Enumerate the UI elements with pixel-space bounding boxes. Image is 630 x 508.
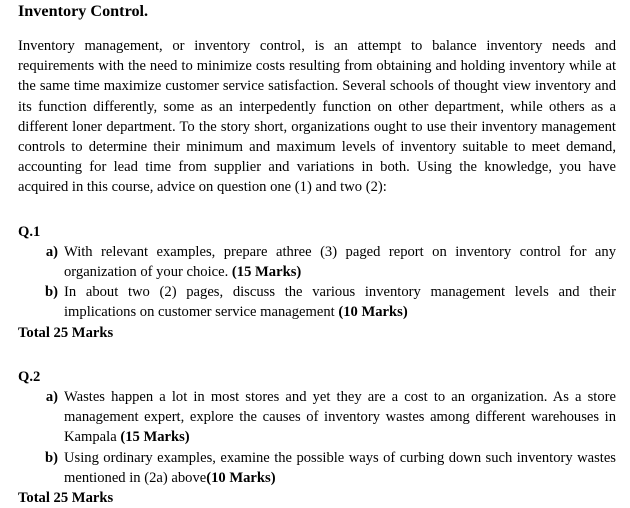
question-2a-text-block: [64, 387, 616, 448]
question-2a-text: Wastes happen a lot in most stores and yet they are a cost to an organization. As a store management expert, explore the causes of inventory wastes among different warehouses in Kampala: [64, 389, 616, 446]
question-2b-text-block: [64, 448, 616, 488]
question-1-list: [18, 242, 616, 323]
question-2b-text: Using ordinary examples, examine the possible ways of curbing down such inventory wastes mentioned in (2a) above: [64, 449, 616, 486]
document-title: Inventory Control.: [18, 2, 149, 20]
question-2a-marker: a): [45, 389, 58, 406]
intro-paragraph: Inventory management, or inventory control, is an attempt to balance inventory needs and requirements with the need to minimize costs resulting from obtaining and holding inventory while at the same time maximize customer service satisfaction. Several schools of thought view inventory and its function differently, some as an interpedently function on other department, while others as a different loner department. To the story short, organizations ought to use their inventory management controls to determine their minimum and maximum levels of inventory suitable to meet demand, accounting for lead time from supplier and variations in both. Using the knowledge, you have acquired in this course, advice on question one (1) and two (2):: [18, 38, 616, 196]
question-1b-text: In about two (2) pages, discuss the various inventory management levels and their implications on customer service management: [64, 284, 616, 321]
question-2-section: [18, 367, 616, 508]
question-1-section: [18, 222, 616, 343]
question-2b-marker: b): [45, 449, 58, 466]
question-1b-marker: b): [45, 284, 58, 301]
question-1a-item: [18, 242, 616, 282]
question-2-heading: Q.2: [18, 368, 41, 385]
question-1a-text-block: [64, 242, 616, 282]
question-2a-marks: (15 Marks): [120, 429, 190, 446]
question-2-total: Total 25 Marks: [18, 490, 114, 507]
question-2a-item: [18, 387, 616, 448]
question-1b-marks: (10 Marks): [338, 304, 408, 321]
question-2b-item: [18, 448, 616, 488]
question-1b-text-block: [64, 282, 616, 322]
question-1b-item: [18, 282, 616, 322]
question-1a-text: With relevant examples, prepare athree (3) paged report on inventory control for any organization of your choice.: [64, 243, 616, 281]
question-2b-marks: (10 Marks): [206, 469, 276, 486]
question-1a-marker: a): [45, 243, 58, 260]
question-1a-marks: (15 Marks): [231, 264, 302, 281]
question-1-heading: Q.1: [18, 223, 41, 240]
question-2-list: [18, 387, 616, 488]
question-1-total: Total 25 Marks: [18, 324, 114, 341]
